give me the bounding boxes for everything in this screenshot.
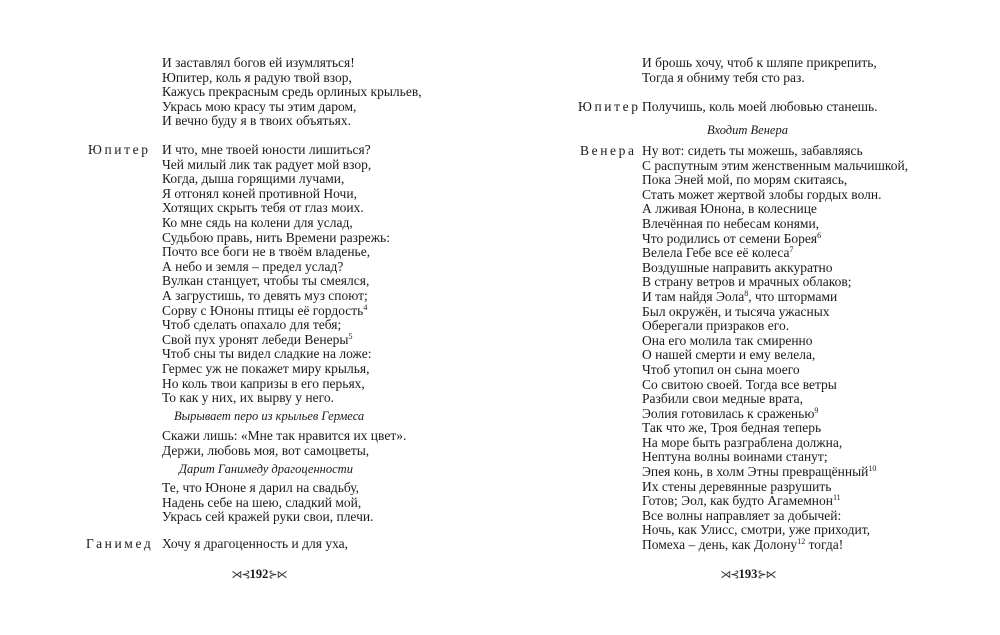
verse-line: Держи, любовь моя, вот самоцветы, (162, 442, 370, 458)
verse-block-mid (162, 429, 500, 458)
verse-line: А лживая Юнона, в колеснице (642, 201, 817, 217)
verse-block-low (162, 481, 500, 525)
verse-line: Стать может жертвой злобы гордых волн. (642, 186, 882, 202)
verse-line: Надень себе на шею, сладкий мой, (162, 494, 362, 510)
verse-line: Укрась мою красу ты этим даром, (162, 98, 357, 114)
verse-line: Велела Гебе все её колеса$^7$ (642, 245, 794, 261)
verse-line: Хочу я драгоценность и для уха, (162, 536, 349, 551)
footnote-ref[interactable]: 6 (817, 230, 822, 240)
verse-line: Те, что Юноне я дарил на свадьбу, (162, 480, 360, 495)
speaker-name: Юпитер (88, 142, 151, 157)
verse-line: Юпитер, коль я радую твой взор, (162, 69, 352, 85)
speaker-name: Венера (580, 143, 637, 158)
verse-line: Я отгонял коней противной Ночи, (162, 185, 357, 201)
verse-line: Нептуна волны воинами станут; (642, 449, 828, 465)
footnote-ref[interactable]: 8 (744, 288, 749, 298)
footnote-ref[interactable]: 5 (348, 331, 353, 341)
ornament-icon: ⊱⋉ (268, 569, 287, 581)
page-number: ⋊⊰193⊱⋉ (720, 567, 776, 581)
verse-line: Гермес уж не покажет миру крылья, (162, 360, 370, 376)
verse-line: Воздушные направить аккуратно (642, 259, 833, 275)
stage-direction: Дарит Ганимеду драгоценности (179, 462, 353, 476)
verse-line: Укрась сей кражей руки свои, плечи. (162, 509, 374, 525)
verse-line: А небо и земля – предел услад? (162, 258, 344, 274)
verse-line: А загрустишь, то девять муз споют; (162, 287, 368, 303)
ornament-icon: ⋊⊰ (231, 569, 250, 581)
footnote-ref[interactable]: 10 (868, 464, 877, 474)
verse-line: Хотящих скрыть тебя от глаз моих. (162, 200, 364, 216)
ornament-icon: ⊱⋉ (757, 569, 776, 581)
verse-line: Ко мне сядь на колени для услад, (162, 214, 353, 230)
verse-line: Судьбою правь, нить Времени разрежь: (162, 229, 390, 245)
verse-line: Свой пух уронят лебеди Венеры$^5$ (162, 331, 353, 347)
verse-line: Получишь, коль моей любовью станешь. (642, 99, 878, 114)
verse-line: Ночь, как Улисс, смотри, уже приходит, (642, 522, 870, 538)
speech-lines (642, 144, 908, 553)
verse-line: На море быть разграблена должна, (642, 434, 843, 450)
verse-line: Чтоб сделать опахало для тебя; (162, 317, 342, 333)
footnote-ref[interactable]: 4 (363, 302, 368, 312)
verse-line: Вулкан станцует, чтобы ты смеялся, (162, 273, 370, 289)
verse-line: И что, мне твоей юности лишиться? (162, 142, 371, 157)
speech-lines (162, 143, 390, 406)
verse-line: Эолия готовилась к сраженью$^9$ (642, 405, 819, 421)
verse-line: Чей милый лик так радует мой взор, (162, 156, 372, 172)
verse-line: Пока Эней мой, по морям скитаясь, (642, 172, 848, 188)
speaker-name: Юпитер (578, 99, 641, 114)
verse-line: Так что же, Троя бедная теперь (642, 420, 822, 436)
verse-line: Их стены деревянные разрушить (642, 478, 832, 494)
page-number: ⋊⊰192⊱⋉ (231, 567, 287, 581)
verse-line: И заставлял богов ей изумляться! (162, 55, 355, 70)
verse-block-top (642, 56, 1000, 85)
verse-line: Оберегали призраков его. (642, 318, 790, 334)
verse-line: То как у них, их вырву у него. (162, 390, 334, 406)
verse-line: В страну ветров и мрачных облаков; (642, 274, 852, 290)
verse-line: Что родились от семени Борея$^6$ (642, 230, 822, 246)
verse-line: Все волны направляет за добычей: (642, 507, 842, 523)
verse-line: Эпея конь, в холм Этны превращённый$^{10}$ (642, 464, 877, 480)
verse-line: И брошь хочу, чтоб к шляпе прикрепить, (642, 55, 877, 70)
verse-line: Влечённая по небесам конями, (642, 215, 820, 231)
verse-line: Помеха – день, как Долону$^{12}$ тогда! (642, 537, 844, 553)
verse-block-top (162, 56, 500, 129)
verse-line: И вечно буду я в твоих объятьях. (162, 113, 351, 129)
verse-line: Она его молила так смиренно (642, 332, 813, 348)
verse-line: Кажусь прекрасным средь орлиных крыльев, (162, 84, 422, 100)
verse-line: И там найдя Эола$^8$, что штормами (642, 288, 838, 304)
verse-line: Скажи лишь: «Мне так нравится их цвет». (162, 428, 407, 443)
verse-line: Разбили свои медные врата, (642, 391, 803, 407)
verse-line: Когда, дыша горящими лучами, (162, 171, 345, 187)
verse-line: Почто все боги не в твоём владенье, (162, 244, 371, 260)
ornament-icon: ⋊⊰ (720, 569, 739, 581)
footnote-ref[interactable]: 9 (814, 405, 819, 415)
verse-line: Сорву с Юноны птицы её гордость$^4$ (162, 302, 368, 318)
verse-line: Со свитою своей. Тогда все ветры (642, 376, 837, 392)
verse-line: О нашей смерти и ему велела, (642, 347, 816, 363)
stage-direction: Входит Венера (707, 123, 788, 137)
verse-line: Был окружён, и тысяча ужасных (642, 303, 830, 319)
verse-line: Ну вот: сидеть ты можешь, забавляясь (642, 143, 863, 158)
right-page (500, 0, 1000, 635)
verse-line: Тогда я обниму тебя сто раз. (642, 69, 805, 85)
footnote-ref[interactable]: 11 (832, 493, 841, 503)
verse-line: Чтоб сны ты видел сладкие на ложе: (162, 346, 372, 362)
verse-line: Чтоб утопил он сына моего (642, 361, 800, 377)
verse-line: С распутным этим женственным мальчишкой, (642, 157, 909, 173)
verse-line: Готов; Эол, как будто Агамемнон$^{11}$ (642, 493, 841, 509)
verse-line: Но коль твои капризы в его перьях, (162, 375, 365, 391)
stage-direction: Вырывает перо из крыльев Гермеса (174, 409, 365, 423)
speaker-name: Ганимед (86, 536, 154, 551)
footnote-ref[interactable]: 12 (797, 537, 806, 547)
footnote-ref[interactable]: 7 (789, 245, 794, 255)
